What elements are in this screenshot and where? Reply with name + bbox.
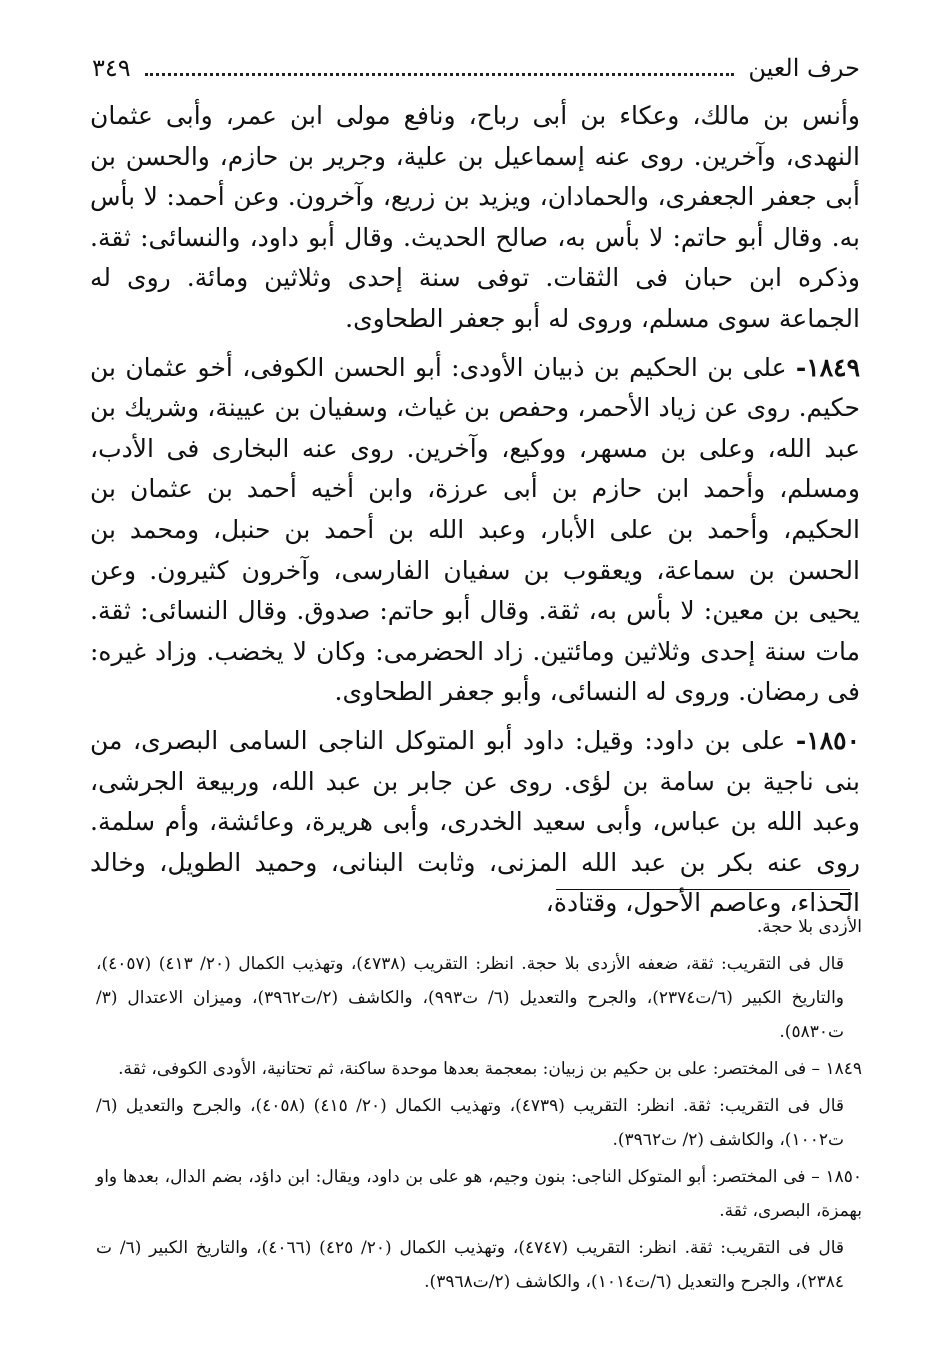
footnote: قال فى التقريب: ثقة. انظر: التقريب (٤٧٣٩)، وتهذيب الكمال (٢٠/ ٤١٥) (٤٠٥٨)، والجرح والتعديل (٦/ ت١٠٠٢)، والكاشف (٢/ ت٣٩٦٢). — [96, 1096, 845, 1150]
main-text — [90, 96, 860, 924]
footnote: ١٨٥٠ – فى المختصر: أبو المتوكل الناجى: بنون وجيم، هو على بن داود، ويقال: ابن داؤد، بضم الدال، بعدها واو بهمزة، البصرى، ثقة. — [96, 1167, 862, 1221]
page-number: ٣٤٩ — [92, 54, 131, 82]
entry-1850 — [90, 721, 860, 924]
footnote: ١٨٤٩ – فى المختصر: على بن حكيم بن زبيان: بمعجمة بعدها موحدة ساكنة، ثم تحتانية، الأودى الكوفى، ثقة. — [118, 1059, 862, 1079]
footnote: الأزدى بلا حجة. — [756, 917, 862, 937]
chapter-title: حرف العين — [748, 54, 860, 82]
entry-number: ١٨٥٠- — [795, 725, 860, 755]
dotted-leader — [145, 73, 735, 76]
continued-entry-paragraph: وأنس بن مالك، وعكاء بن أبى رباح، ونافع مولى ابن عمر، وأبى عثمان النهدى، وآخرين. روى عنه إسماعيل بن علية، وجرير بن حازم، والحسن بن أبى جعفر الجعفرى، والحمادان، ويزيد بن زريع، وآخرون. وعن أحمد: لا بأس به. وقال أبو حاتم: لا بأس به، صالح الحديث. وقال أبو داود، والنسائى: ثقة. وذكره ابن حبان فى الثقات. توفى سنة إحدى وثلاثين ومائة. روى له الجماعة سوى مسلم، وروى له أبو جعفر الطحاوى. — [90, 101, 860, 333]
running-header — [92, 48, 860, 88]
footnote-separator — [556, 889, 850, 890]
footnotes — [96, 910, 862, 1299]
footnote-separator-mark — [840, 893, 852, 898]
footnote: قال فى التقريب: ثقة، ضعفه الأزدى بلا حجة. انظر: التقريب (٤٧٣٨)، وتهذيب الكمال (٢٠/ ٤١٣) (٤٠٥٧)، والتاريخ الكبير (٦/ت٢٣٧٤)، والجرح والتعديل (٦/ ت٩٩٣)، والكاشف (٢/ت٣٩٦٢)، وميزان الاعتدال (٣/ت٥٨٣٠). — [96, 954, 845, 1042]
entry-1849 — [90, 348, 860, 713]
entry-text: على بن الحكيم بن ذبيان الأودى: أبو الحسن الكوفى، أخو عثمان بن حكيم. روى عن زياد الأحمر، وحفص بن غياث، وسفيان بن عيينة، وشريك بن عبد الله، وعلى بن مسهر، ووكيع، وآخرين. روى عنه البخارى فى الأدب، ومسلم، وأحمد ابن حازم بن أبى عرزة، وابن أخيه أحمد بن عثمان بن الحكيم، وأحمد بن على الأبار، وعبد الله بن أحمد بن حنبل، ومحمد بن الحسن بن سماعة، ويعقوب بن سفيان الفارسى، وآخرون كثيرون. وعن يحيى بن معين: لا بأس به، ثقة. وقال أبو حاتم: صدوق. وقال النسائى: ثقة. مات سنة إحدى وثلاثين ومائتين. زاد الحضرمى: وكان لا يخضب. وزاد غيره: فى رمضان. وروى له النسائى، وأبو جعفر الطحاوى. — [90, 352, 860, 707]
entry-number: ١٨٤٩- — [795, 352, 861, 382]
entry-text: على بن داود: وقيل: داود أبو المتوكل الناجى السامى البصرى، من بنى ناجية بن سامة بن لؤى. روى عن جابر بن عبد الله، وربيعة الجرشى، وعبد الله بن عباس، وأبى سعيد الخدرى، وأبى هريرة، وعائشة، وأم سلمة. روى عنه بكر بن عبد الله المزنى، وثابت البنانى، وحميد الطويل، وخالد الحذاء، وعاصم الأحول، وقتادة، — [90, 725, 860, 918]
footnote: قال فى التقريب: ثقة. انظر: التقريب (٤٧٤٧)، وتهذيب الكمال (٢٠/ ٤٢٥) (٤٠٦٦)، والتاريخ الكبير (٦/ ت ٢٣٨٤)، والجرح والتعديل (٦/ت١٠١٤)، والكاشف (٢/ت٣٩٦٨). — [96, 1238, 845, 1292]
